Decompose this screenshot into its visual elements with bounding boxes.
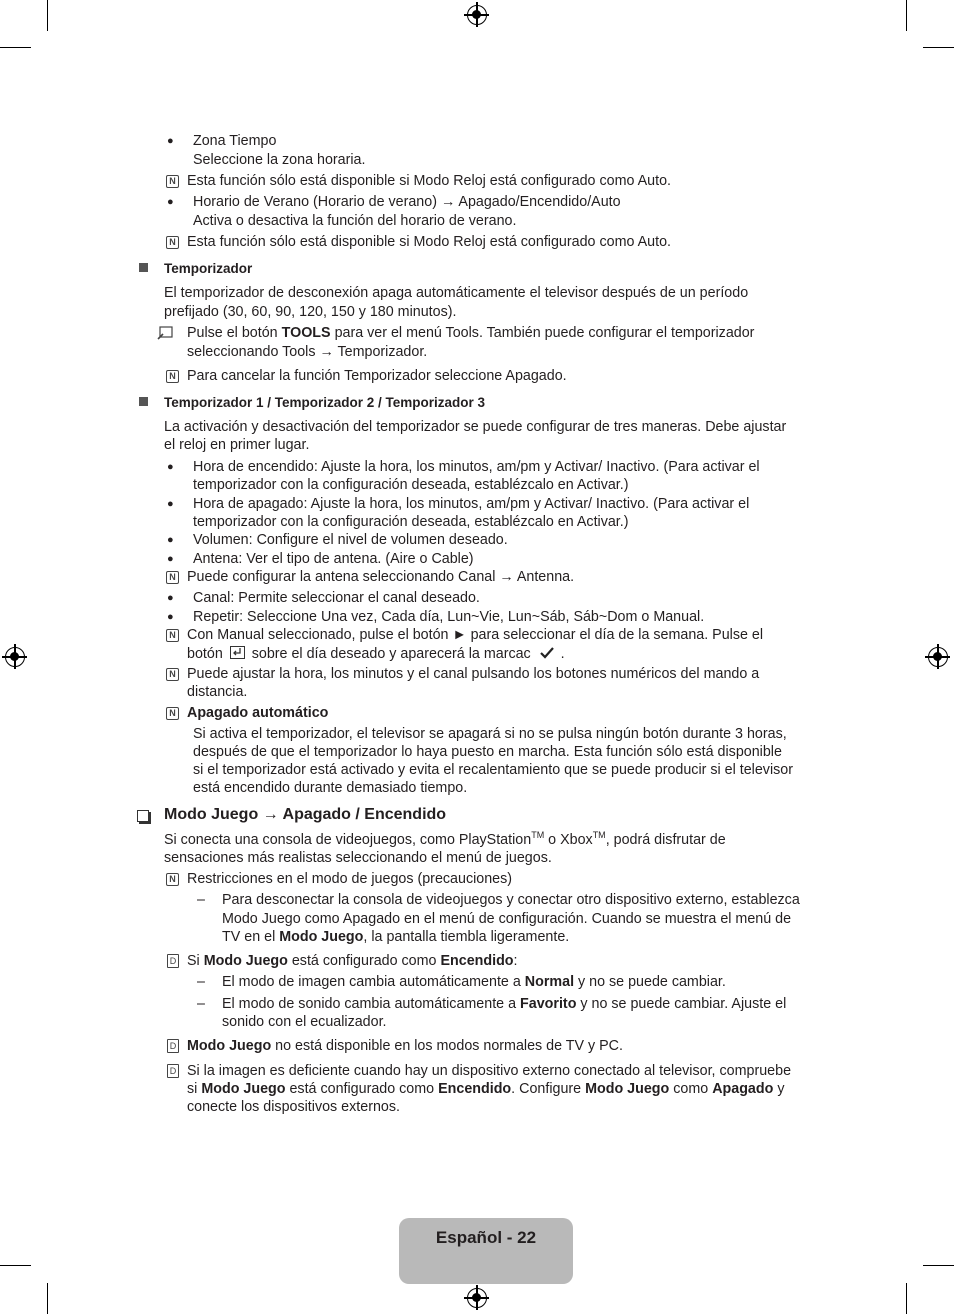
tools-note-line2: seleccionando Tools → Temporizador. [187,344,428,360]
list-item: Antena: Ver el tipo de antena. (Aire o Cable) [193,551,474,567]
note-auto-2: Esta función sólo está disponible si Modo Reloj está configurado como Auto. [187,234,671,250]
manual-note: Con Manual seleccionado, pulse el botón ► para seleccionar el día de la semana. Pulse el [187,627,764,643]
enter-button-icon [230,646,245,659]
temporizador-paragraph: El temporizador de desconexión apaga automáticamente el televisor después de un período [164,285,749,301]
imagen-item: El modo de imagen cambia automáticamente a Normal y no se puede cambiar. [222,974,726,990]
deficiente-note: si Modo Juego está configurado como Encendido. Configure Modo Juego como Apagado y [187,1081,785,1097]
modo-juego-paragraph: sensaciones más realistas seleccionando el menú de juegos. [164,850,552,866]
antena-note: Puede configurar la antena seleccionando Canal → Antenna. [187,569,575,585]
auto-off-paragraph: después de que el temporizador lo haya puesto en marcha. Esta función sólo está disponible [193,744,782,760]
page-number-footer: Español - 22 [399,1218,573,1284]
restricciones-note: Restricciones en el modo de juegos (precauciones) [187,871,513,887]
list-item: Volumen: Configure el nivel de volumen deseado. [193,532,508,548]
horario-verano-item: Horario de Verano (Horario de verano) → Apagado/Encendido/Auto [193,194,621,210]
temporizador-heading: Temporizador [164,261,253,276]
note-icon: N [166,175,179,188]
sonido-item: sonido con el ecualizador. [222,1014,387,1030]
bullet-icon: ● [167,553,174,565]
list-item: Hora de encendido: Ajuste la hora, los minutos, am/pm y Activar/ Inactivo. (Para activar el [193,459,760,475]
si-modo-note: Si Modo Juego está configurado como Encendido: [187,953,518,969]
bullet-icon: ● [167,196,174,208]
note-icon: N [166,873,179,886]
desconectar-item: Modo Juego como Apagado en el menú de configuración. Cuando se muestra el menú de [222,911,792,927]
ajustar-note-line2: distancia. [187,684,248,700]
zona-tiempo-desc: Seleccione la zona horaria. [193,152,366,168]
note-icon: N [166,571,179,584]
document-icon: D [167,1064,179,1078]
list-item: temporizador con la configuración deseada, establézcalo en Activar.) [193,514,629,530]
tools-icon [157,326,173,340]
checkmark-icon [539,646,557,665]
crop-mark [906,0,907,31]
temp123-heading: Temporizador 1 / Temporizador 2 / Temporizador 3 [164,395,486,410]
list-item: Repetir: Seleccione Una vez, Cada día, Lun~Vie, Lun~Sáb, Sáb~Dom o Manual. [193,609,705,625]
list-item: Hora de apagado: Ajuste la hora, los minutos, am/pm y Activar/ Inactivo. (Para activar el [193,496,750,512]
dash: – [197,892,205,908]
tools-note: Pulse el botón TOOLS para ver el menú Tools. También puede configurar el temporizador [187,325,755,341]
note-icon: N [166,668,179,681]
section-square-icon [139,263,148,272]
temp123-paragraph: el reloj en primer lugar. [164,437,310,453]
registration-mark-icon [928,647,948,667]
modo-juego-paragraph: Si conecta una consola de videojuegos, como PlayStation™ o Xbox™, podrá disfrutar de [164,830,726,848]
deficiente-note: conecte los dispositivos externos. [187,1099,400,1115]
crop-mark [906,1283,907,1314]
auto-off-paragraph: si el temporizador está activado y evita el recalentamiento que se puede producir si el televisor [193,762,793,778]
checkbox-square-icon [137,810,149,822]
note-auto-1: Esta función sólo está disponible si Modo Reloj está configurado como Auto. [187,173,671,189]
registration-mark-icon [467,5,487,25]
crop-mark [923,47,954,48]
auto-off-paragraph: está encendido durante demasiado tiempo. [193,780,468,796]
desconectar-item: TV en el Modo Juego, la pantalla tiembla ligeramente. [222,929,570,945]
list-item: Canal: Permite seleccionar el canal deseado. [193,590,480,606]
temporizador-paragraph: prefijado (30, 60, 90, 120, 150 y 180 minutos). [164,304,457,320]
dash: – [197,996,205,1012]
list-item: temporizador con la configuración deseada, establézcalo en Activar.) [193,477,629,493]
horario-verano-desc: Activa o desactiva la función del horario de verano. [193,213,517,229]
ajustar-note: Puede ajustar la hora, los minutos y el canal pulsando los botones numéricos del mando a [187,666,760,682]
dash: – [197,974,205,990]
bullet-icon: ● [167,592,174,604]
bullet-icon: ● [167,135,174,147]
modo-juego-na-note: Modo Juego no está disponible en los modos normales de TV y PC. [187,1038,623,1054]
sonido-item: El modo de sonido cambia automáticamente a Favorito y no se puede cambiar. Ajuste el [222,996,787,1012]
note-icon: N [166,707,179,720]
temp123-paragraph: La activación y desactivación del temporizador se puede configurar de tres maneras. Debe ajustar [164,419,787,435]
document-icon: D [167,1039,179,1053]
desconectar-item: Para desconectar la consola de videojuegos y conectar otro dispositivo externo, establezca [222,892,800,908]
bullet-icon: ● [167,461,174,473]
note-icon: N [166,236,179,249]
crop-mark [923,1265,954,1266]
bullet-icon: ● [167,534,174,546]
note-icon: N [166,629,179,642]
manual-note-line2: botón sobre el día deseado y aparecerá la marcac . [187,645,565,665]
deficiente-note: Si la imagen es deficiente cuando hay un dispositivo externo conectado al televisor, compruebe [187,1063,792,1079]
crop-mark [0,1265,31,1266]
modo-juego-heading: Modo Juego → Apagado / Encendido [164,806,447,823]
note-icon: N [166,370,179,383]
bullet-icon: ● [167,611,174,623]
crop-mark [0,47,31,48]
registration-mark-icon [5,647,25,667]
auto-off-paragraph: Si activa el temporizador, el televisor se apagará si no se pulsa ningún botón durante 3 horas, [193,726,787,742]
bullet-icon: ● [167,498,174,510]
crop-mark [47,0,48,31]
auto-off-heading: Apagado automático [187,705,329,721]
crop-mark [47,1283,48,1314]
section-square-icon [139,397,148,406]
zona-tiempo-item: Zona Tiempo [193,133,277,149]
registration-mark-icon [467,1288,487,1308]
cancel-note: Para cancelar la función Temporizador seleccione Apagado. [187,368,567,384]
document-icon: D [167,954,179,968]
